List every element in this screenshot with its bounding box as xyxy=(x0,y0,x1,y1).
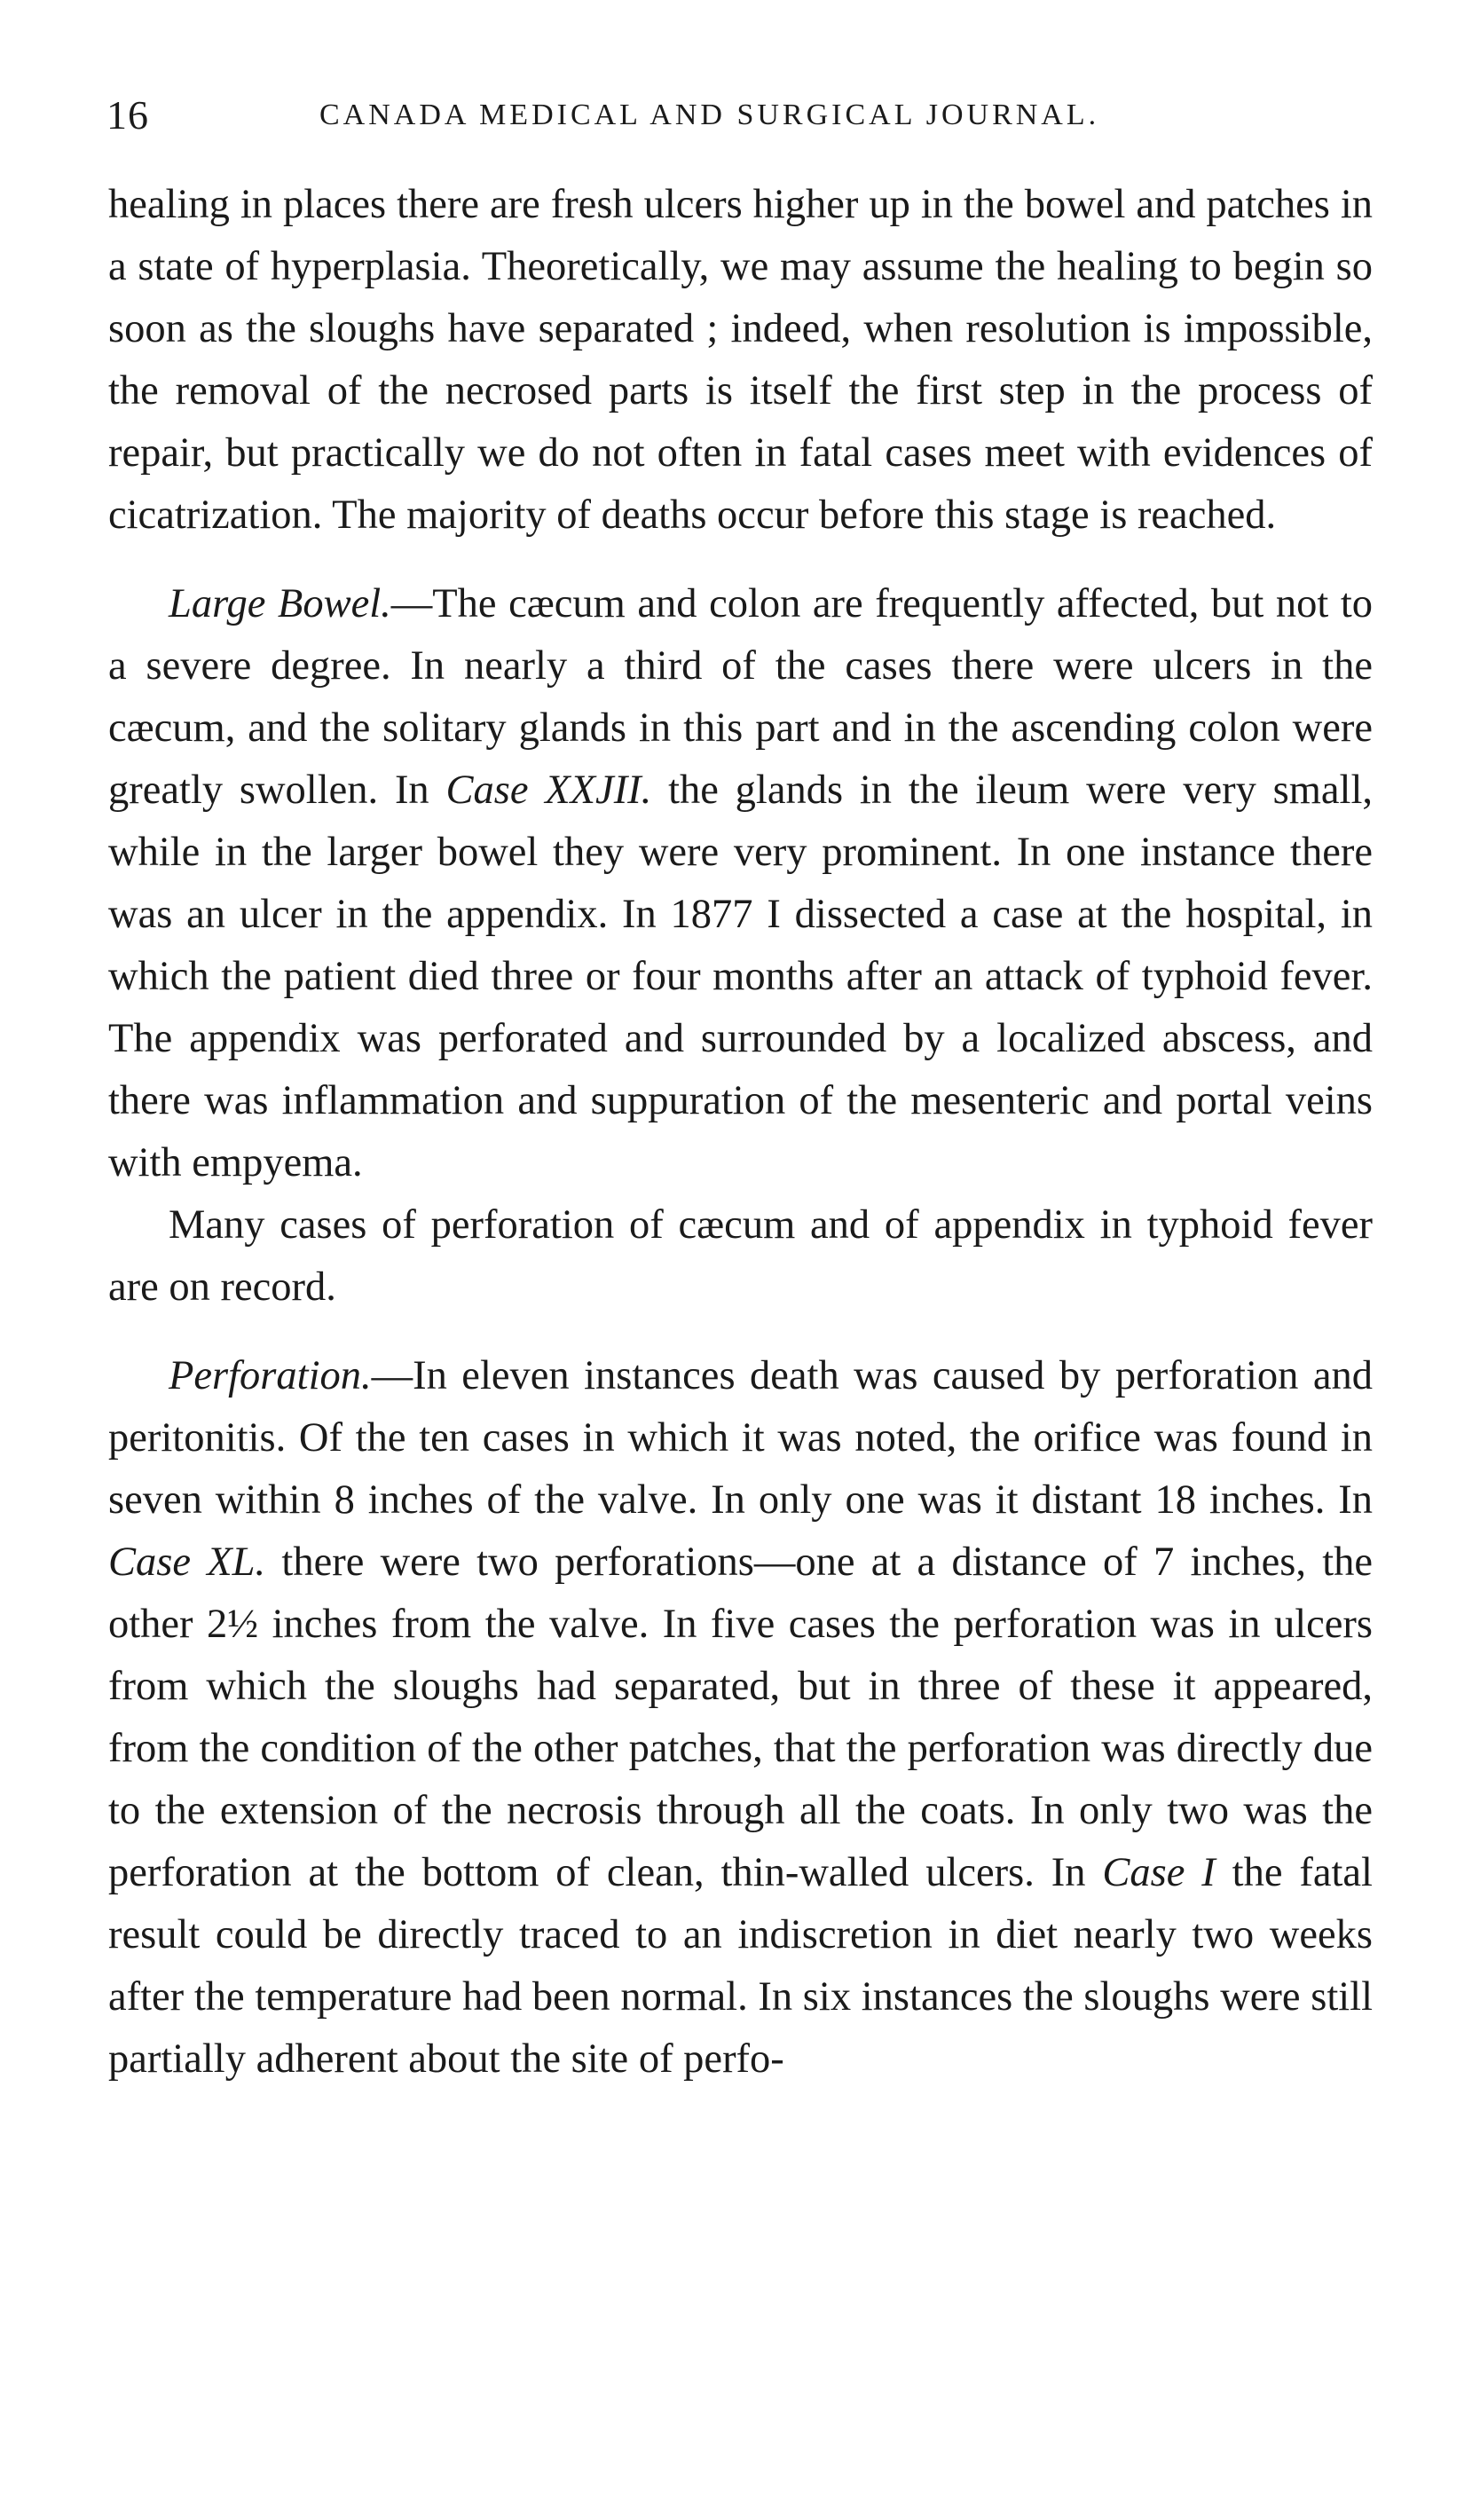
paragraph-text: —The cæcum and colon are frequently affected, but not to a severe degree. In nearly a third of the cases there were ulcers in the cæcum, and the solitary glands in this part and in the ascending colon were greatly swollen. In xyxy=(108,581,1373,813)
case-reference: Case I xyxy=(1102,1850,1216,1895)
paragraph-text: —In eleven instances death was caused by perforation and peritonitis. Of the ten cases in which it was noted, the orifice was found in seven within 8 inches of the valve. In only one was it distant 18 inches. In xyxy=(108,1353,1373,1523)
paragraph-cases-on-record xyxy=(108,1194,1373,1319)
paragraph-healing xyxy=(108,174,1373,547)
paragraph-text: healing in places there are fresh ulcers higher up in the bowel and patches in a state of hyperplasia. Theoretically, we may assume the healing to begin so soon as the sloughs have separated ; indeed, when resolution is impossible, the removal of the necrosed parts is itself the first step in the process of repair, but practically we do not often in fatal cases meet with evidences of cicatrization. The majority of deaths occur before this stage is reached. xyxy=(108,182,1373,538)
paragraph-text: the glands in the ileum were very small, while in the larger bowel they were very prominent. In one instance there was an ulcer in the appendix. In 1877 I dissected a case at the hospital, in which the patient died three or four months after an attack of typhoid fever. The appendix was perforated and surrounded by a localized abscess, and there was inflammation and suppuration of the mesenteric and portal veins with empyema. xyxy=(108,768,1373,1185)
body-text xyxy=(108,174,1373,2091)
running-header xyxy=(106,89,1375,142)
section-heading-large-bowel: Large Bowel. xyxy=(169,581,391,626)
paragraph-text: the fatal result could be directly traced to an indiscretion in diet nearly two weeks after the temperature had been normal. In six instances the sloughs were still partially adherent about the site of perfo- xyxy=(108,1850,1373,2082)
paragraph-text: Many cases of perforation of cæcum and of appendix in typhoid fever are on record. xyxy=(108,1202,1373,1310)
journal-title: CANADA MEDICAL AND SURGICAL JOURNAL. xyxy=(319,98,1100,131)
paragraph-large-bowel xyxy=(108,573,1373,1194)
case-reference: Case XL. xyxy=(108,1540,266,1585)
paragraph-text: there were two perforations—one at a distance of 7 inches, the other 2½ inches from the valve. In five cases the perforation was in ulcers from which the sloughs had separated, but in three of these it appeared, from the condition of the other patches, that the perforation was directly due to the extension of the necrosis through all the coats. In only two was the perforation at the bottom of clean, thin-walled ulcers. In xyxy=(108,1540,1374,1895)
case-reference: Case XXJII. xyxy=(445,768,652,813)
section-heading-perforation: Perforation. xyxy=(169,1353,372,1398)
paragraph-perforation xyxy=(108,1345,1373,2091)
page-number: 16 xyxy=(106,92,149,138)
